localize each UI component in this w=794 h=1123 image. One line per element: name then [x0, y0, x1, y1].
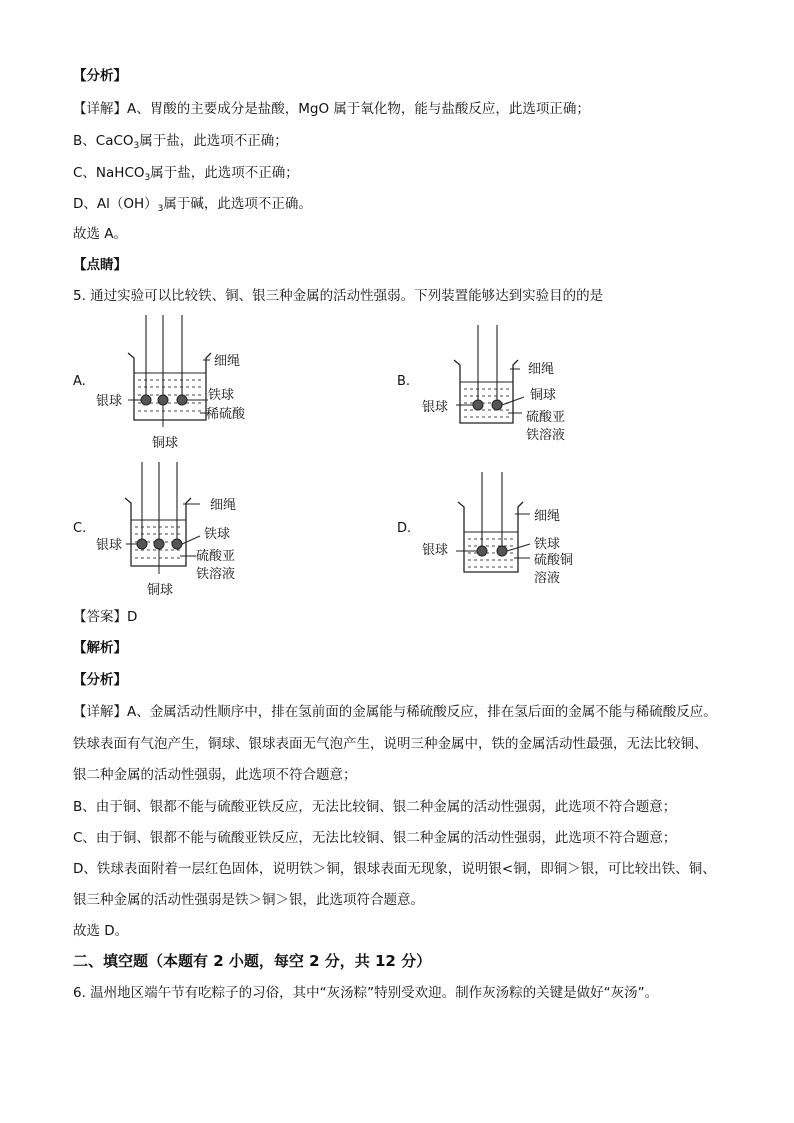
subscript: 3 — [133, 141, 140, 151]
copper-ball — [154, 539, 164, 549]
option-b-diagram — [420, 325, 600, 450]
copper-ball — [158, 395, 168, 405]
solution-label-1: 硫酸铜 — [534, 553, 574, 568]
silver-ball — [477, 546, 487, 556]
string-label: 细绳 — [210, 498, 237, 513]
beaker — [454, 360, 518, 423]
solution-label-2: 铁溶液 — [196, 567, 236, 582]
iron-label: 铁球 — [204, 527, 231, 542]
subscript: 3 — [144, 173, 151, 183]
detail-5-line-1: 【详解】A、金属活动性顺序中，排在氢前面的金属能与稀硫酸反应，排在氢后面的金属不能与稀硫酸反应。 — [73, 704, 717, 720]
option-b-label: B. — [397, 374, 411, 389]
option-c-diagram — [90, 462, 270, 602]
copper-label: 铜球 — [147, 583, 174, 598]
pointer — [182, 536, 200, 544]
detail-5-line-3: 银二种金属的活动性强弱，此选项不符合题意； — [73, 767, 357, 783]
text: 属于盐，此选项不正确； — [139, 133, 288, 149]
choose-line-5: 故选 D。 — [73, 923, 129, 939]
option-a-diagram — [90, 315, 270, 455]
solution-label: 稀硫酸 — [206, 407, 246, 422]
detail-5-line-2: 铁球表面有气泡产生，铜球、银球表面无气泡产生，说明三种金属中，铁的金属活动性最强，无法比较铜、 — [73, 736, 708, 752]
analysis-heading-5: 【分析】 — [73, 672, 127, 688]
detail-5-line-7: 银三种金属的活动性强弱是铁＞铜＞银，此选项符合题意。 — [73, 892, 424, 908]
option-d-diagram — [420, 472, 600, 597]
explain-heading: 【解析】 — [73, 640, 127, 656]
option-a-label: A. — [73, 374, 86, 389]
iron-ball — [172, 539, 182, 549]
string-label: 细绳 — [214, 354, 241, 369]
solution-label-2: 铁溶液 — [526, 428, 566, 443]
copper-label: 铜球 — [152, 436, 179, 451]
silver-label: 银球 — [422, 400, 449, 415]
text: D、Al（OH） — [73, 196, 158, 212]
iron-label: 铁球 — [208, 388, 235, 403]
iron-ball — [497, 546, 507, 556]
iron-ball — [177, 395, 187, 405]
text: 属于碱，此选项不正确。 — [163, 196, 312, 212]
solution-label-1: 硫酸亚 — [196, 549, 236, 564]
detail-line-a: 【详解】A、胃酸的主要成分是盐酸，MgO 属于氧化物，能与盐酸反应，此选项正确； — [73, 101, 590, 117]
text: C、NaHCO — [73, 165, 145, 181]
copper-label: 铜球 — [530, 388, 557, 403]
choose-line: 故选 A。 — [73, 226, 128, 242]
answer-line: 【答案】D — [73, 609, 138, 625]
liquid-hatching — [464, 389, 509, 417]
subscript: 3 — [157, 204, 164, 214]
analysis-heading: 【分析】 — [73, 68, 127, 84]
question-5-stem: 5. 通过实验可以比较铁、铜、银三种金属的活动性强弱。下列装置能够达到实验目的的是 — [73, 288, 604, 304]
detail-line-d — [73, 194, 312, 219]
silver-ball — [473, 400, 483, 410]
option-d-label: D. — [397, 521, 412, 536]
solution-label-1: 硫酸亚 — [526, 410, 566, 425]
text: 属于盐，此选项不正确； — [150, 165, 299, 181]
beaker — [458, 502, 523, 572]
comment-heading: 【点睛】 — [73, 257, 127, 273]
detail-line-c — [73, 163, 299, 188]
string-label: 细绳 — [528, 362, 555, 377]
detail-5-line-5: C、由于铜、银都不能与硫酸亚铁反应，无法比较铜、银二种金属的活动性强弱，此选项不符合题意； — [73, 830, 677, 846]
silver-ball — [141, 395, 151, 405]
silver-label: 银球 — [422, 543, 449, 558]
detail-line-b — [73, 131, 288, 156]
iron-label: 铁球 — [534, 537, 561, 552]
option-c-label: C. — [73, 521, 87, 536]
silver-label: 银球 — [96, 394, 123, 409]
question-6-stem: 6. 温州地区端午节有吃粽子的习俗，其中“灰汤粽”特别受欢迎。制作灰汤粽的关键是做好“灰汤”。 — [73, 985, 659, 1001]
silver-label: 银球 — [96, 538, 123, 553]
beaker — [128, 353, 211, 420]
string-label: 细绳 — [534, 509, 561, 524]
copper-ball — [492, 400, 502, 410]
section-heading: 二、填空题（本题有 2 小题，每空 2 分，共 12 分） — [73, 952, 432, 970]
detail-5-line-4: B、由于铜、银都不能与硫酸亚铁反应，无法比较铜、银二种金属的活动性强弱，此选项不符合题意； — [73, 799, 677, 815]
text: B、CaCO — [73, 133, 134, 149]
silver-ball — [137, 539, 147, 549]
solution-label-2: 溶液 — [534, 571, 561, 586]
detail-5-line-6: D、铁球表面附着一层红色固体，说明铁＞铜，银球表面无现象，说明银<铜，即铜＞银，可比较出铁、铜、 — [73, 861, 716, 877]
